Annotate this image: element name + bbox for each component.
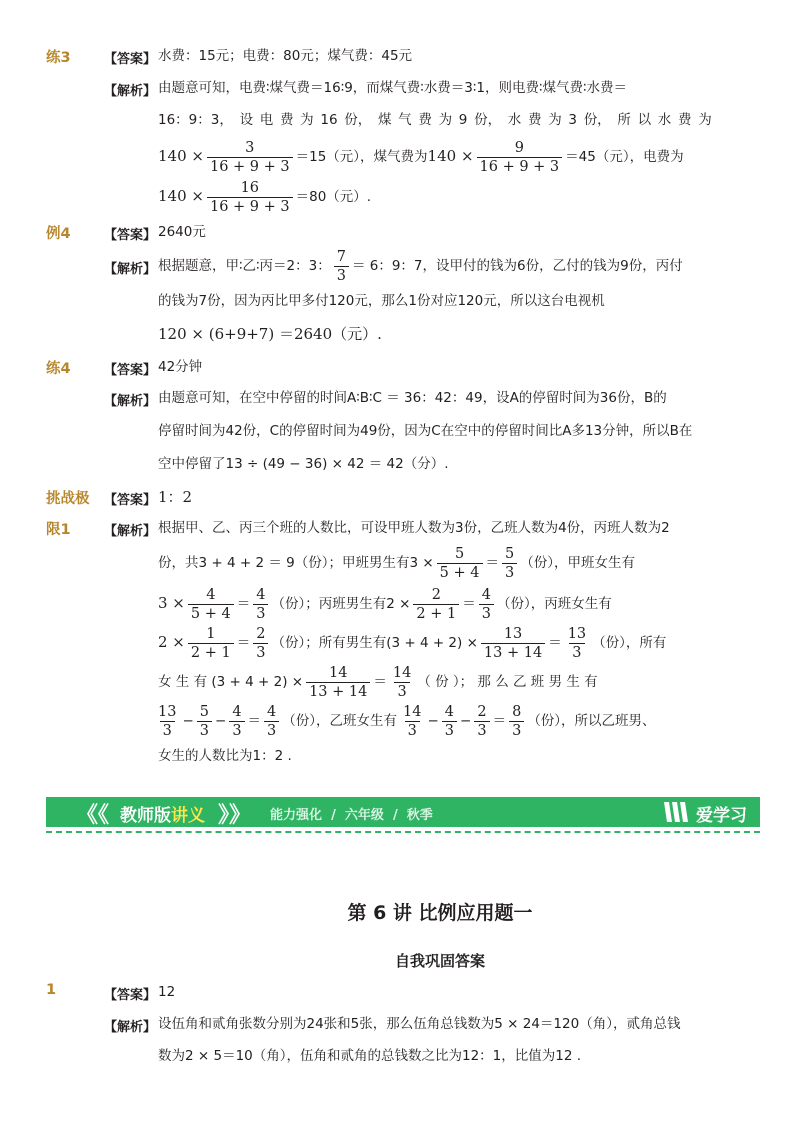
label-lian3: 练3 <box>46 50 71 66</box>
fraction: $\frac{4}{3}$ <box>479 586 494 623</box>
fraction: $\frac{4}{5 + 4}$ <box>188 586 234 623</box>
label-lian4: 练4 <box>46 361 71 377</box>
fraction: $\frac{2}{3}$ <box>474 703 489 740</box>
fraction: $\frac{14}{3}$ <box>392 664 412 700</box>
label-tiaozhan-2: 限1 <box>46 522 71 538</box>
q1-line1: 设伍角和贰角张数分别为24张和5张，那么伍角总钱数为5 × 24＝120（角），贰角总钱 <box>158 1016 681 1032</box>
lian3-line2: 16：9：3， 设 电 费 为 16 份， 煤 气 费 为 9 份， 水 费 为 3 份， 所 以 水 费 为 <box>158 112 712 128</box>
fraction: $\frac{8}{3}$ <box>509 703 524 740</box>
lian4-line2: 停留时间为42份，C的停留时间为49份，因为C在空中的停留时间比A多13分钟，所以B在 <box>158 423 693 439</box>
tiaozhan-line7: 女生的人数比为1：2 . <box>158 748 292 764</box>
lecture-banner <box>46 797 760 827</box>
tiaozhan-line2: 份，共3 + 4 + 2 ＝ 9（份）；甲班男生有3 × $\frac{5}{5 + 4}$ ＝ $\frac{5}{3}$ （份），甲班女生有 <box>158 545 635 581</box>
fraction: $\frac{4}{3}$ <box>229 703 244 740</box>
fraction: $\frac{5}{3}$ <box>502 545 517 582</box>
tiaozhan-line1: 根据甲、乙、丙三个班的人数比，可设甲班人数为3份，乙班人数为4份，丙班人数为2 <box>158 520 670 536</box>
answer-tag: 【答案】 <box>104 988 157 1003</box>
fraction: $\frac{4}{3}$ <box>442 703 457 740</box>
fraction: $\frac{16}{16 + 9 + 3}$ <box>207 179 293 216</box>
tiaozhan-line4: 2 × $\frac{1}{2 + 1}$ ＝ $\frac{2}{3}$ （份）；所有男生有(3 + 4 + 2) × $\frac{13}{13 + 14}$ ＝ $\frac{13}{3}$ （份），所有 <box>158 625 667 661</box>
fraction: $\frac{7}{3}$ <box>334 248 349 285</box>
label-li4: 例4 <box>46 226 71 242</box>
label-q1: 1 <box>46 982 57 998</box>
lian3-answer: 水费：15元；电费：80元；煤气费：45元 <box>158 48 413 64</box>
fraction: $\frac{4}{3}$ <box>253 586 268 623</box>
banner-subtitle: 能力强化 / 六年级 / 秋季 <box>270 808 433 823</box>
fraction: $\frac{5}{5 + 4}$ <box>437 545 483 582</box>
label-tiaozhan: 挑战极 <box>46 491 90 507</box>
fraction: $\frac{13}{3}$ <box>567 625 587 661</box>
tiaozhan-line3: 3 × $\frac{4}{5 + 4}$ ＝ $\frac{4}{3}$ （份）；丙班男生有2 × $\frac{2}{2 + 1}$ ＝ $\frac{4}{3}$ （份），丙班女生有 <box>158 586 612 622</box>
lecture-title: 第 6 讲 比例应用题一 <box>347 902 533 924</box>
banner-title: 教师版讲义 <box>120 806 205 826</box>
lian4-line3: 空中停留了13 ÷ (49 − 36) × 42 ＝ 42（分）. <box>158 456 449 472</box>
tiaozhan-line6: $\frac{13}{3}$ − $\frac{5}{3}$ − $\frac{4}{3}$ ＝ $\frac{4}{3}$ （份），乙班女生有 $\frac{14}{3}$ − $\frac{4}{3}$ − $\frac{2}{3}$ ＝ $\frac{8}{3}$ （份），所以乙班男、 <box>152 701 656 741</box>
lian4-line1: 由题意可知，在空中停留的时间A∶B∶C ＝ 36：42：49，设A的停留时间为36份，B的 <box>158 390 667 406</box>
answer-tag: 【答案】 <box>104 52 157 67</box>
analysis-tag: 【解析】 <box>104 394 157 409</box>
tiaozhan-line5: 女 生 有 (3 + 4 + 2) × $\frac{14}{13 + 14}$ ＝ $\frac{14}{3}$ （ 份 ）； 那 么 乙 班 男 生 有 <box>158 664 598 700</box>
analysis-tag: 【解析】 <box>104 84 157 99</box>
analysis-tag: 【解析】 <box>104 1020 157 1035</box>
brand-name: 爱学习 <box>696 806 747 826</box>
lian3-line4: 140 × $\frac{16}{16 + 9 + 3}$ ＝80（元）. <box>158 179 372 215</box>
brand-logo-icon <box>662 800 692 828</box>
fraction: $\frac{2}{2 + 1}$ <box>413 586 459 623</box>
li4-line1: 根据题意，甲∶乙∶丙＝2：3： $\frac{7}{3}$ ＝ 6：9：7，设甲付的钱为6份，乙付的钱为9份，丙付 <box>158 248 683 284</box>
analysis-tag: 【解析】 <box>104 524 157 539</box>
q1-line2: 数为2 × 5＝10（角），伍角和贰角的总钱数之比为12：1，比值为12 . <box>158 1048 582 1064</box>
li4-line3: 120 × (6+9+7) ＝2640（元）. <box>158 325 382 343</box>
answer-tag: 【答案】 <box>104 363 157 378</box>
answer-tag: 【答案】 <box>104 228 157 243</box>
q1-answer: 12 <box>158 984 176 1000</box>
fraction: $\frac{9}{16 + 9 + 3}$ <box>477 139 563 176</box>
banner-divider <box>46 831 760 833</box>
fraction: $\frac{14}{3}$ <box>403 703 422 739</box>
li4-line2: 的钱为7份，因为丙比甲多付120元，那么1份对应120元，所以这台电视机 <box>158 293 605 309</box>
lian3-line1: 由题意可知，电费∶煤气费＝16∶9，而煤气费∶水费＝3∶1，则电费∶煤气费∶水费＝ <box>158 80 628 96</box>
answer-tag: 【答案】 <box>104 493 157 508</box>
fraction: $\frac{13}{13 + 14}$ <box>481 625 545 662</box>
fraction: $\frac{2}{3}$ <box>253 625 268 662</box>
tiaozhan-answer: 1：2 <box>158 488 193 506</box>
fraction: $\frac{14}{13 + 14}$ <box>306 664 370 701</box>
fraction: $\frac{4}{3}$ <box>264 703 279 740</box>
lian4-answer: 42分钟 <box>158 359 203 375</box>
fraction: $\frac{13}{3}$ <box>158 703 177 739</box>
fraction: $\frac{3}{16 + 9 + 3}$ <box>207 139 293 176</box>
lian3-line3: 140 × $\frac{3}{16 + 9 + 3}$ ＝15（元），煤气费为140 × $\frac{9}{16 + 9 + 3}$ ＝45（元），电费为 <box>158 139 684 175</box>
chevron-left-icon: 《《 <box>76 803 110 828</box>
li4-answer: 2640元 <box>158 224 206 240</box>
chevron-right-icon: 》》 <box>218 803 252 828</box>
analysis-tag: 【解析】 <box>104 262 157 277</box>
fraction: $\frac{5}{3}$ <box>197 703 212 740</box>
fraction: $\frac{1}{2 + 1}$ <box>188 625 234 662</box>
section-title: 自我巩固答案 <box>394 952 485 970</box>
